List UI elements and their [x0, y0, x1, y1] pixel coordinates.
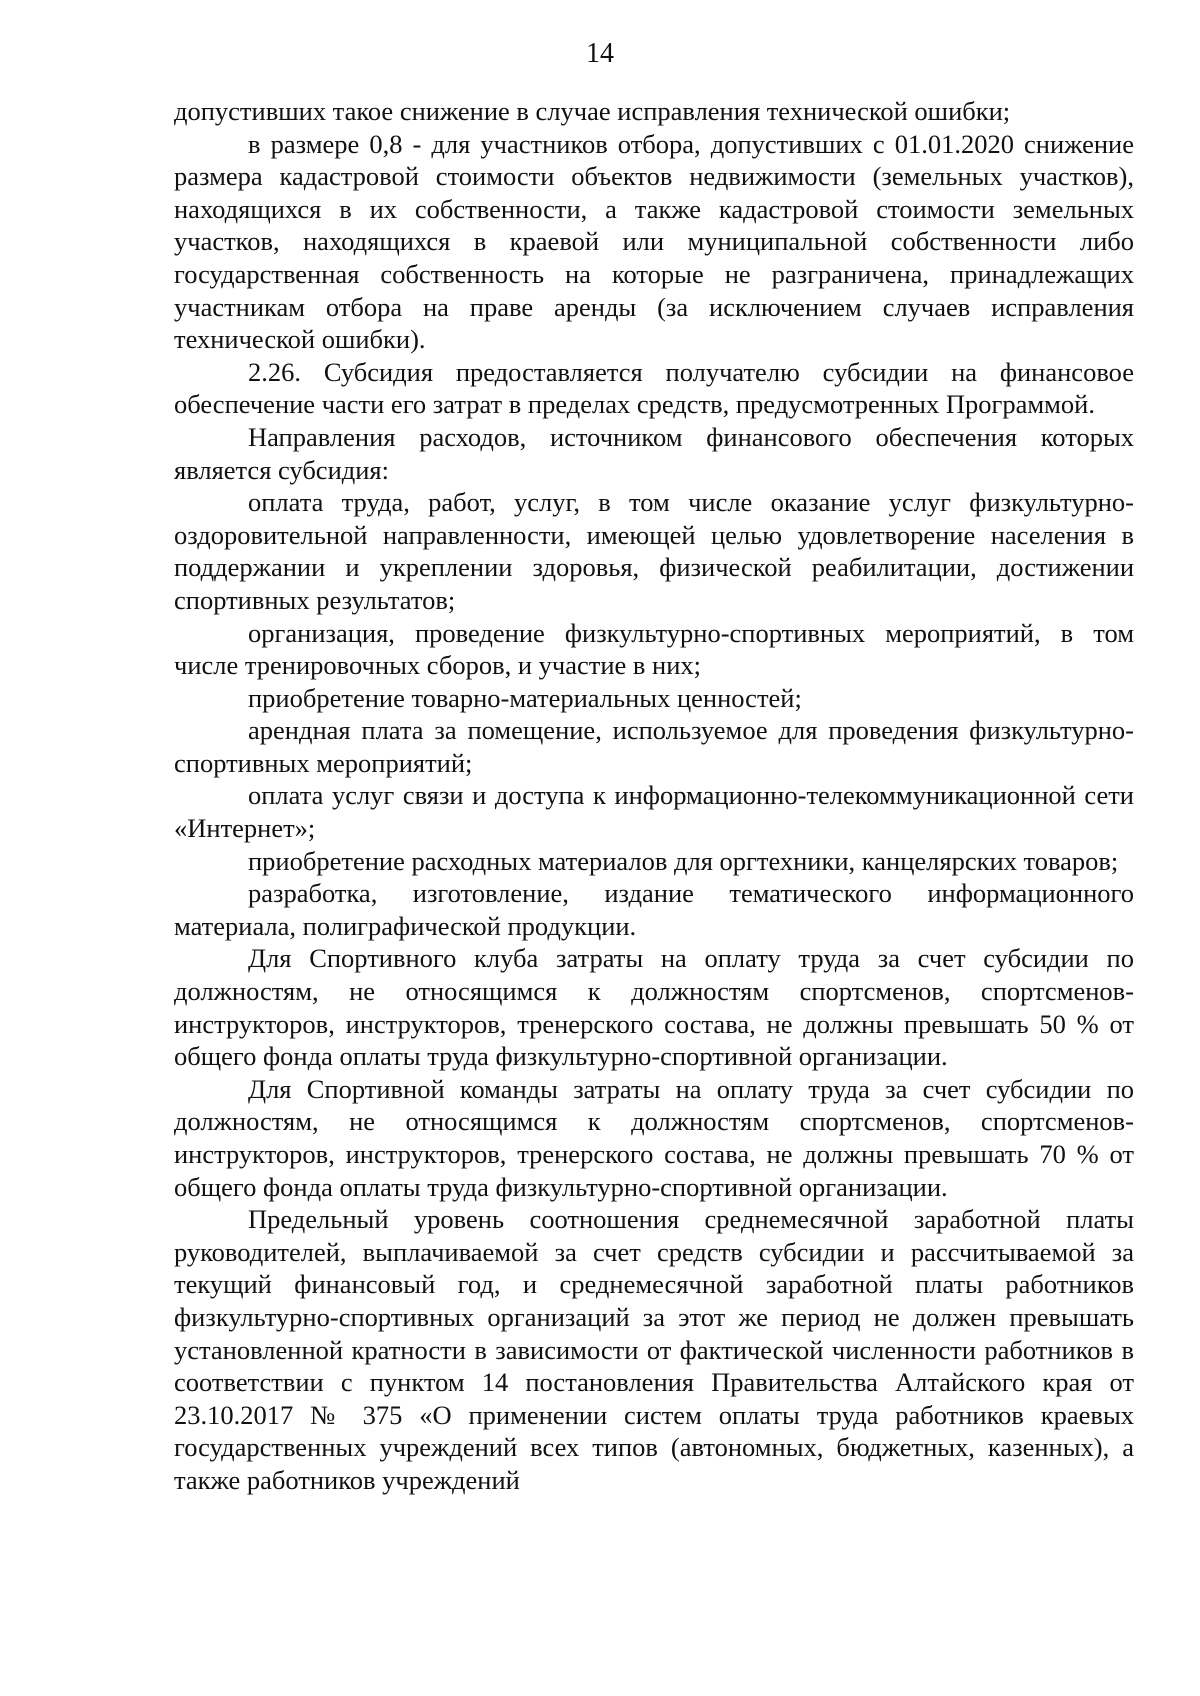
list-item-labor-payment: оплата труда, работ, услуг, в том числе оказание услуг физкультурно-оздоровительной направленности, имеющей целью удовлетворение населения в поддержании и укреплении здоровья, физической реабилитации, достижении спортивных результатов; — [174, 487, 1134, 615]
list-item-inventory-purchase: приобретение товарно-материальных ценностей; — [248, 682, 802, 713]
paragraph-continuation: допустивших такое снижение в случае исправления технической ошибки; — [174, 96, 1011, 126]
paragraph-expense-directions-intro: Направления расходов, источником финансового обеспечения которых является субсидия: — [174, 421, 1134, 485]
list-item-printed-materials: разработка, изготовление, издание тематического информационного материала, полиграфической продукции. — [174, 878, 1134, 941]
list-item-premises-rent: арендная плата за помещение, используемое для проведения физкультурно-спортивных мероприятий; — [174, 715, 1134, 778]
paragraph-clause-2-26: 2.26. Субсидия предоставляется получателю субсидии на финансовое обеспечение части его затрат в пределах средств, предусмотренных Программой. — [174, 356, 1134, 420]
list-item-office-supplies: приобретение расходных материалов для оргтехники, канцелярских товаров; — [248, 845, 1119, 876]
document-body — [174, 95, 1134, 1497]
paragraph-sports-club-limit: Для Спортивного клуба затраты на оплату труда за счет субсидии по должностям, не относящимся к должностям спортсменов, спортсменов-инструкторов, инструкторов, тренерского состава, не должны превышать 50 % от общего фонда оплаты труда физкультурно-спортивной организации. — [174, 943, 1134, 1072]
page-number: 14 — [586, 38, 614, 69]
paragraph-coefficient-0-8: в размере 0,8 - для участников отбора, допустивших с 01.01.2020 снижение размера кадастровой стоимости объектов недвижимости (земельных участков), находящихся в их собственности, а также кадастровой стоимости земельных участков, находящихся в краевой или муниципальной собственности либо государственная собственность на которые не разграничена, принадлежащих участникам отбора на праве аренды (за исключением случаев исправления технической ошибки). — [174, 128, 1134, 355]
paragraph-salary-ratio: Предельный уровень соотношения среднемесячной заработной платы руководителей, выплачиваемой за счет средств субсидии и рассчитываемой за текущий финансовый год, и среднемесячной заработной платы работников физкультурно-спортивных организаций за этот же период не должен превышать установленной кратности в зависимости от фактической численности работников в соответствии с пунктом 14 постановления Правительства Алтайского края от 23.10.2017 № 375 «О применении систем оплаты труда работников краевых государственных учреждений всех типов (автономных, бюджетных, казенных), а также работников учреждений — [174, 1204, 1134, 1495]
paragraph-sports-team-limit: Для Спортивной команды затраты на оплату труда за счет субсидии по должностям, не относящимся к должностям спортсменов, спортсменов-инструкторов, инструкторов, тренерского состава, не должны превышать 70 % от общего фонда оплаты труда физкультурно-спортивной организации. — [174, 1073, 1134, 1202]
list-item-communication-services: оплата услуг связи и доступа к информационно-телекоммуникационной сети «Интернет»; — [174, 780, 1134, 844]
list-item-events-organization: организация, проведение физкультурно-спортивных мероприятий, в том числе тренировочных сборов, и участие в них; — [174, 617, 1134, 681]
